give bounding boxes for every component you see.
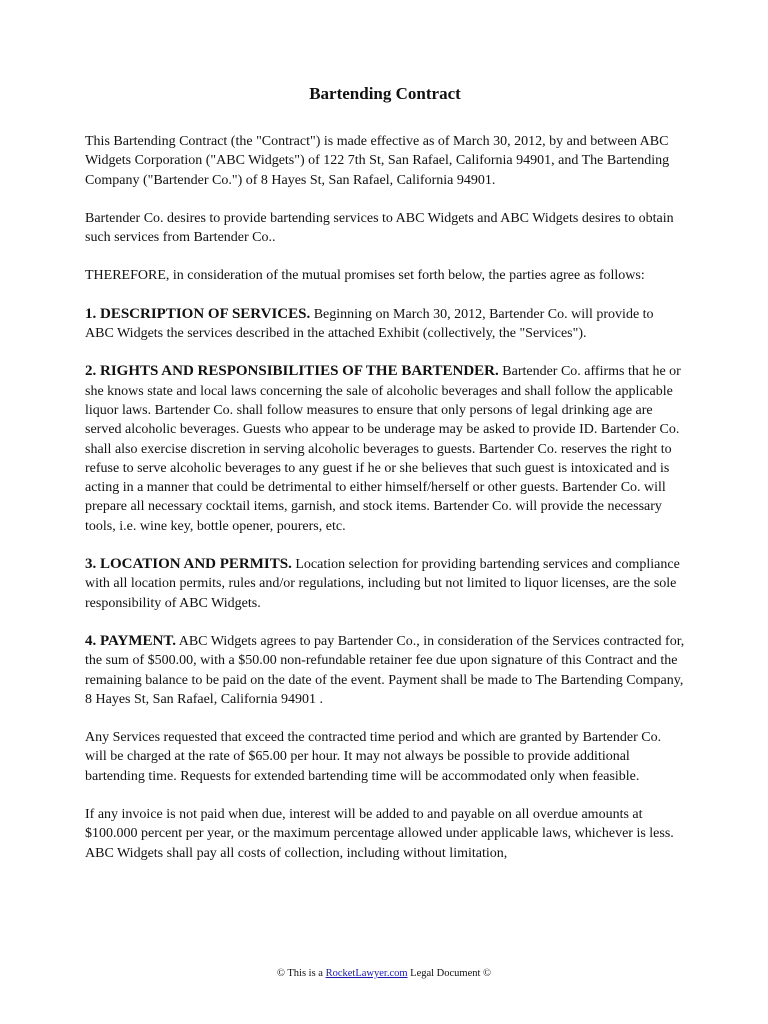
section-text: Bartender Co. affirms that he or she knows state and local laws concerning the sale of alcoholic beverages and shall follow the applicable liquor laws. Bartender Co. shall follow measures to ensure that only persons of legal drinking age are served alcoholic beverages. Guests who appear to be underage may be asked to provide ID. Bartender Co. shall also exercise discretion in serving alcoholic beverages to guests. Bartender Co. reserves the right to refuse to serve alcoholic beverages to any guest if he or she believes that such guest is intoxicated and is acting in a manner that could be detrimental to either himself/herself or other guests. Bartender Co. will prepare all necessary cocktail items, garnish, and stock items. Bartender Co. will provide the necessary tools, i.e. wine key, bottle opener, pourers, etc. [85, 364, 681, 534]
footer [0, 968, 768, 979]
rocketlawyer-link[interactable]: RocketLawyer.com [325, 968, 408, 979]
footer-prefix: © This is a [276, 968, 326, 979]
section-rights-and-responsibilities [85, 362, 685, 536]
document-title: Bartending Contract [309, 84, 461, 103]
section-heading: 1. DESCRIPTION OF SERVICES. [85, 305, 311, 322]
intro-paragraph: This Bartending Contract (the "Contract") is made effective as of March 30, 2012, by and between ABC Widgets Corporation ("ABC Widgets") of 122 7th St, San Rafael, California 94901, and The Bartending Company ("Bartender Co.") of 8 Hayes St, San Rafael, California 94901. [85, 134, 670, 188]
section-location-and-permits [85, 555, 685, 613]
section-heading: 2. RIGHTS AND RESPONSIBILITIES OF THE BARTENDER. [85, 363, 499, 380]
section-payment [85, 632, 685, 709]
desire-paragraph: Bartender Co. desires to provide bartending services to ABC Widgets and ABC Widgets desires to obtain such services from Bartender Co.. [85, 210, 674, 246]
section-text: Beginning on March 30, 2012, Bartender Co. will provide to ABC Widgets the services described in the attached Exhibit (collectively, the "Services"). [85, 306, 654, 342]
document-page [85, 84, 685, 882]
extra-time-paragraph: Any Services requested that exceed the contracted time period and which are granted by Bartender Co. will be charged at the rate of $65.00 per hour. It may not always be possible to provide additional bartending time. Requests for extended bartending time will be accommodated only when feasible. [85, 730, 662, 784]
invoice-paragraph: If any invoice is not paid when due, interest will be added to and payable on all overdue amounts at $100.000 percent per year, or the maximum percentage allowed under applicable laws, whichever is less. ABC Widgets shall pay all costs of collection, including without limitation, [85, 807, 674, 861]
footer-suffix: Legal Document © [407, 968, 492, 979]
section-heading: 4. PAYMENT. [85, 632, 176, 649]
section-heading: 3. LOCATION AND PERMITS. [85, 556, 292, 573]
therefore-paragraph: THEREFORE, in consideration of the mutual promises set forth below, the parties agree as follows: [85, 268, 645, 284]
section-text: Location selection for providing bartending services and compliance with all location permits, rules and/or regulations, including but not limited to liquor licenses, are the sole responsibility of ABC Widgets. [85, 557, 680, 611]
section-description-of-services [85, 305, 685, 344]
section-text: ABC Widgets agrees to pay Bartender Co., in consideration of the Services contracted for, the sum of $500.00, with a $50.00 non-refundable retainer fee due upon signature of this Contract and the remaining balance to be paid on the date of the event. Payment shall be made to The Bartending Company, 8 Hayes St, San Rafael, California 94901 . [85, 633, 685, 707]
